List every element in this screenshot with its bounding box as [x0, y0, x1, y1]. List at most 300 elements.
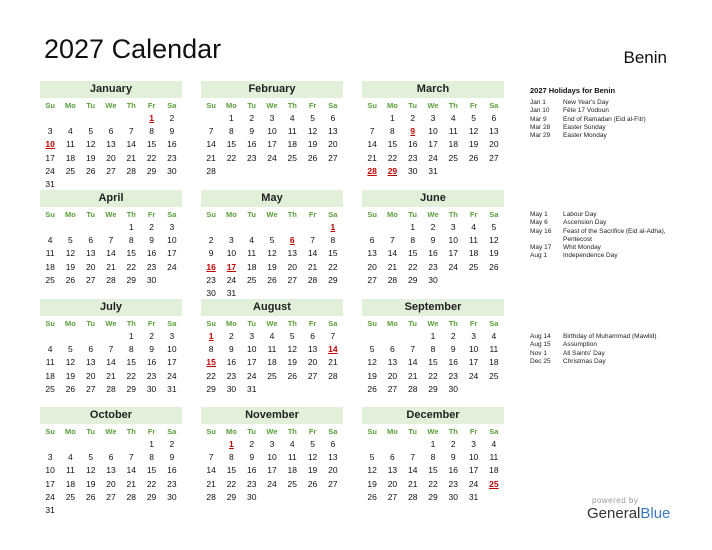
day-cell: 23 [448, 478, 459, 489]
day-cell: 21 [328, 357, 338, 368]
weekday-label: Su [45, 210, 55, 219]
weekday-label: We [266, 319, 278, 328]
day-cell: 30 [167, 165, 177, 176]
day-cell: 5 [310, 439, 315, 449]
day-cell: 6 [108, 126, 114, 137]
day-cell: 26 [85, 491, 96, 502]
day-cell: 22 [226, 478, 237, 489]
day-cell: 5 [369, 344, 375, 355]
day-cell: 18 [468, 248, 479, 259]
month-title: November [201, 407, 343, 424]
day-cell: 12 [367, 357, 377, 368]
day-cell: 27 [328, 478, 338, 489]
holiday-day: 1 [208, 331, 214, 341]
day-cell: 28 [206, 491, 216, 502]
day-cell: 20 [85, 370, 96, 381]
day-cell: 14 [126, 139, 137, 150]
day-cell: 16 [146, 357, 157, 368]
day-cell: 14 [367, 139, 377, 150]
day-cell: 18 [287, 139, 298, 150]
day-cell: 22 [126, 370, 137, 381]
day-cell: 3 [229, 235, 234, 246]
weekday-label: Sa [328, 427, 338, 436]
weekday-label: We [266, 210, 278, 219]
empty-cell [201, 112, 221, 125]
day-cell: 23 [206, 274, 216, 285]
day-cell: 14 [106, 357, 116, 368]
day-cell: 26 [287, 370, 298, 381]
day-cell: 11 [489, 344, 499, 355]
day-cell: 18 [489, 465, 499, 476]
weekday-label: Tu [247, 319, 256, 328]
month-january [40, 81, 182, 191]
empty-cell [121, 438, 141, 451]
weekday-label: Tu [86, 427, 95, 436]
day-cell: 17 [468, 357, 479, 368]
weekday-label: Sa [489, 101, 499, 110]
day-cell: 12 [85, 465, 96, 476]
weekday-label: Tu [408, 101, 417, 110]
day-cell: 18 [45, 370, 55, 381]
empty-cell [40, 330, 60, 343]
empty-cell [382, 330, 402, 343]
day-cell: 26 [307, 478, 318, 489]
day-cell: 14 [206, 139, 216, 150]
day-cell: 17 [468, 465, 479, 476]
day-cell: 24 [45, 491, 55, 502]
weekday-label: Mo [226, 101, 237, 110]
day-cell: 10 [167, 344, 177, 355]
day-cell: 28 [206, 165, 216, 176]
day-cell: 6 [390, 452, 395, 463]
empty-cell [403, 438, 423, 451]
holiday-name: Birthday of Muhammad (Mawlid) [563, 333, 657, 340]
day-cell: 20 [85, 261, 96, 272]
empty-cell [60, 221, 80, 234]
month-title: May [201, 190, 343, 207]
day-cell: 12 [367, 465, 377, 476]
day-cell: 7 [208, 452, 214, 463]
month-may [201, 190, 343, 300]
empty-cell [60, 112, 80, 125]
day-cell: 31 [45, 504, 55, 515]
weekday-label: Sa [328, 101, 338, 110]
day-cell: 6 [88, 344, 94, 355]
day-cell: 10 [267, 452, 277, 463]
empty-cell [242, 221, 262, 234]
holiday-day: 15 [206, 357, 216, 368]
day-cell: 9 [169, 452, 175, 463]
day-cell: 20 [489, 139, 499, 150]
day-cell: 13 [387, 357, 398, 368]
day-cell: 22 [226, 152, 237, 163]
day-cell: 24 [167, 370, 177, 381]
day-cell: 11 [287, 126, 297, 137]
day-cell: 12 [307, 452, 318, 463]
holiday-name: Christmas Day [563, 357, 606, 365]
page-title: 2027 Calendar [44, 34, 222, 64]
day-cell: 14 [387, 248, 398, 259]
day-cell: 8 [330, 235, 336, 246]
day-grid [201, 112, 343, 178]
day-cell: 8 [430, 344, 436, 355]
weekday-label: We [105, 319, 117, 328]
day-cell: 31 [45, 178, 55, 189]
day-cell: 9 [249, 126, 255, 137]
empty-cell [121, 112, 141, 125]
weekday-label: Fr [308, 101, 317, 110]
weekday-label: Fr [469, 101, 478, 110]
weekday-header [40, 319, 182, 328]
day-cell: 27 [489, 152, 499, 163]
holiday-date: May 16 [530, 227, 552, 235]
day-cell: 18 [65, 478, 76, 489]
weekday-header [201, 101, 343, 110]
day-cell: 11 [489, 452, 499, 463]
day-cell: 4 [289, 113, 295, 123]
day-cell: 5 [68, 344, 73, 355]
day-cell: 21 [206, 152, 216, 163]
month-november [201, 407, 343, 504]
weekday-label: Th [126, 427, 136, 436]
day-cell: 12 [307, 126, 318, 137]
empty-cell [201, 438, 221, 451]
day-cell: 12 [468, 126, 479, 137]
day-cell: 2 [169, 439, 175, 449]
day-cell: 20 [106, 478, 116, 489]
day-cell: 18 [267, 357, 277, 368]
day-cell: 10 [448, 235, 459, 246]
weekday-label: Su [367, 210, 377, 219]
day-cell: 1 [229, 113, 234, 123]
empty-cell [262, 221, 282, 234]
holiday-day: 25 [489, 478, 499, 489]
weekday-label: We [105, 101, 117, 110]
weekday-label: Mo [226, 427, 237, 436]
day-cell: 13 [367, 248, 377, 259]
day-cell: 17 [246, 357, 257, 368]
holiday-name: All Saints' Day [563, 349, 605, 357]
weekday-header [40, 427, 182, 436]
day-cell: 20 [307, 357, 318, 368]
day-cell: 19 [307, 139, 318, 150]
day-cell: 29 [126, 274, 137, 285]
day-cell: 2 [249, 439, 255, 449]
day-cell: 16 [226, 357, 237, 368]
day-cell: 3 [249, 331, 255, 341]
day-cell: 10 [45, 465, 55, 476]
day-cell: 21 [106, 370, 116, 381]
month-june [362, 190, 504, 287]
day-cell: 27 [287, 274, 298, 285]
day-cell: 9 [169, 126, 175, 137]
holiday-day: 6 [289, 235, 295, 246]
day-cell: 12 [65, 357, 76, 368]
weekday-header [40, 101, 182, 110]
day-cell: 25 [287, 152, 298, 163]
day-cell: 25 [45, 274, 55, 285]
day-cell: 7 [108, 344, 114, 355]
weekday-label: Su [206, 319, 216, 328]
day-cell: 20 [387, 478, 398, 489]
day-grid [40, 221, 182, 287]
empty-cell [382, 221, 402, 234]
empty-cell [40, 112, 60, 125]
weekday-label: Sa [489, 210, 499, 219]
month-september [362, 299, 504, 396]
day-cell: 11 [287, 452, 297, 463]
day-cell: 2 [229, 331, 234, 341]
weekday-label: Su [206, 210, 216, 219]
weekday-header [362, 427, 504, 436]
weekday-label: Su [206, 101, 216, 110]
weekday-header [40, 210, 182, 219]
day-cell: 23 [167, 152, 177, 163]
day-cell: 6 [310, 331, 315, 341]
day-grid [201, 221, 343, 300]
month-title: January [40, 81, 182, 98]
day-cell: 10 [468, 452, 479, 463]
day-cell: 9 [450, 344, 456, 355]
empty-cell [81, 112, 101, 125]
day-cell: 13 [387, 465, 398, 476]
day-cell: 7 [128, 126, 134, 137]
weekday-label: Th [287, 427, 297, 436]
day-cell: 18 [246, 261, 257, 272]
day-grid [362, 221, 504, 287]
day-cell: 17 [267, 465, 277, 476]
weekday-label: We [427, 319, 439, 328]
day-cell: 8 [390, 126, 395, 137]
weekday-label: Fr [469, 427, 478, 436]
day-cell: 28 [307, 274, 318, 285]
day-cell: 15 [226, 465, 237, 476]
day-cell: 8 [149, 126, 154, 137]
day-cell: 2 [149, 331, 154, 341]
day-cell: 2 [208, 235, 214, 246]
weekday-label: Fr [147, 210, 156, 219]
day-cell: 14 [307, 248, 318, 259]
day-cell: 8 [430, 452, 436, 463]
weekday-label: Tu [247, 427, 256, 436]
holiday-entry [530, 350, 670, 358]
day-cell: 5 [491, 222, 497, 232]
day-cell: 3 [47, 452, 53, 463]
day-cell: 17 [267, 139, 277, 150]
empty-cell [40, 438, 60, 451]
holiday-day: 16 [206, 261, 216, 272]
day-cell: 4 [491, 439, 497, 449]
month-december [362, 407, 504, 504]
day-cell: 3 [471, 439, 476, 449]
day-cell: 11 [247, 248, 257, 259]
month-october [40, 407, 182, 517]
day-cell: 16 [167, 139, 177, 150]
day-cell: 7 [369, 126, 375, 137]
day-grid [40, 330, 182, 396]
day-cell: 31 [468, 491, 479, 502]
day-cell: 27 [387, 383, 398, 394]
weekday-label: Fr [308, 427, 317, 436]
day-cell: 6 [369, 235, 375, 246]
day-cell: 27 [106, 165, 116, 176]
day-cell: 15 [146, 465, 157, 476]
day-cell: 30 [226, 383, 237, 394]
day-cell: 8 [128, 344, 134, 355]
day-cell: 27 [367, 274, 377, 285]
weekday-label: Mo [387, 210, 398, 219]
weekday-header [362, 101, 504, 110]
day-cell: 27 [106, 491, 116, 502]
weekday-label: Th [448, 427, 458, 436]
holiday-entry [530, 333, 670, 341]
day-cell: 11 [267, 344, 277, 355]
day-cell: 22 [387, 152, 398, 163]
weekday-label: Su [206, 427, 216, 436]
day-cell: 23 [146, 261, 157, 272]
day-cell: 4 [471, 222, 476, 232]
day-cell: 21 [126, 152, 137, 163]
day-cell: 19 [65, 370, 76, 381]
weekday-label: Sa [167, 427, 177, 436]
day-cell: 23 [226, 370, 237, 381]
day-cell: 20 [387, 370, 398, 381]
day-cell: 4 [249, 235, 255, 246]
day-cell: 7 [410, 452, 416, 463]
weekday-label: Mo [65, 210, 76, 219]
holiday-entry [530, 99, 670, 107]
day-cell: 26 [367, 383, 377, 394]
day-cell: 28 [126, 491, 137, 502]
weekday-label: Tu [86, 101, 95, 110]
day-cell: 13 [328, 452, 338, 463]
day-cell: 9 [249, 452, 255, 463]
day-cell: 5 [369, 452, 375, 463]
day-cell: 30 [146, 274, 157, 285]
day-cell: 26 [489, 261, 499, 272]
day-cell: 19 [367, 370, 377, 381]
day-cell: 19 [85, 478, 96, 489]
empty-cell [282, 221, 302, 234]
day-cell: 8 [229, 452, 234, 463]
day-cell: 18 [448, 139, 459, 150]
day-cell: 4 [68, 126, 73, 137]
day-cell: 26 [367, 491, 377, 502]
day-cell: 9 [149, 235, 154, 246]
holiday-list-q2 [530, 211, 670, 261]
day-cell: 26 [468, 152, 479, 163]
weekday-label: Tu [408, 427, 417, 436]
day-cell: 17 [45, 152, 55, 163]
day-cell: 31 [167, 383, 177, 394]
day-cell: 4 [68, 452, 73, 463]
day-cell: 22 [146, 478, 157, 489]
empty-cell [60, 438, 80, 451]
weekday-label: Th [287, 101, 297, 110]
day-cell: 25 [246, 274, 257, 285]
day-cell: 10 [246, 344, 257, 355]
day-cell: 25 [448, 152, 459, 163]
day-cell: 23 [246, 478, 257, 489]
powered-by-label: powered by [592, 496, 639, 505]
day-cell: 7 [330, 331, 336, 341]
day-cell: 21 [407, 370, 418, 381]
day-cell: 10 [167, 235, 177, 246]
day-cell: 3 [269, 439, 275, 449]
month-april [40, 190, 182, 287]
day-cell: 13 [489, 126, 499, 137]
day-cell: 19 [267, 261, 277, 272]
day-cell: 6 [330, 113, 336, 123]
weekday-label: Mo [65, 319, 76, 328]
holiday-name: Feast of the Sacrifice (Eid al-Adha), Pentecost [563, 227, 666, 243]
day-cell: 22 [407, 261, 418, 272]
day-cell: 8 [149, 452, 154, 463]
empty-cell [382, 438, 402, 451]
month-title: October [40, 407, 182, 424]
day-cell: 17 [167, 248, 177, 259]
day-cell: 6 [330, 439, 336, 449]
day-cell: 27 [328, 152, 338, 163]
holiday-day: 10 [45, 139, 55, 150]
day-grid [40, 438, 182, 517]
day-cell: 29 [206, 383, 216, 394]
day-cell: 20 [328, 139, 338, 150]
weekday-label: Tu [86, 210, 95, 219]
weekday-label: Sa [328, 210, 338, 219]
day-cell: 23 [428, 261, 438, 272]
day-cell: 25 [267, 370, 277, 381]
day-cell: 2 [169, 113, 175, 123]
day-cell: 9 [208, 248, 214, 259]
holiday-date: Jan 10 [530, 107, 550, 115]
weekday-label: Su [367, 427, 377, 436]
day-cell: 9 [229, 344, 234, 355]
holiday-name: Fête 17 Vodoun [563, 107, 609, 115]
day-cell: 19 [85, 152, 96, 163]
empty-cell [81, 438, 101, 451]
day-cell: 23 [167, 478, 177, 489]
day-cell: 11 [45, 357, 55, 368]
day-cell: 19 [367, 478, 377, 489]
day-cell: 11 [448, 126, 458, 137]
weekday-label: Th [126, 319, 136, 328]
day-cell: 16 [448, 465, 459, 476]
day-cell: 16 [146, 248, 157, 259]
weekday-label: Th [448, 319, 458, 328]
holiday-date: Jan 1 [530, 99, 546, 106]
day-cell: 24 [267, 478, 277, 489]
day-cell: 21 [307, 261, 318, 272]
day-grid [362, 438, 504, 504]
holiday-date: May 6 [530, 219, 548, 227]
day-cell: 24 [267, 152, 277, 163]
day-cell: 23 [246, 152, 257, 163]
day-cell: 6 [491, 113, 497, 123]
day-cell: 26 [267, 274, 277, 285]
day-cell: 30 [407, 165, 418, 176]
empty-cell [362, 330, 382, 343]
month-title: April [40, 190, 182, 207]
weekday-label: Tu [408, 319, 417, 328]
day-cell: 9 [450, 452, 456, 463]
day-cell: 12 [85, 139, 96, 150]
weekday-label: Mo [387, 101, 398, 110]
holiday-date: Aug 14 [530, 333, 551, 340]
holidays-title: 2027 Holidays for Benin [530, 86, 616, 95]
day-cell: 1 [128, 222, 134, 232]
weekday-label: Th [448, 101, 458, 110]
